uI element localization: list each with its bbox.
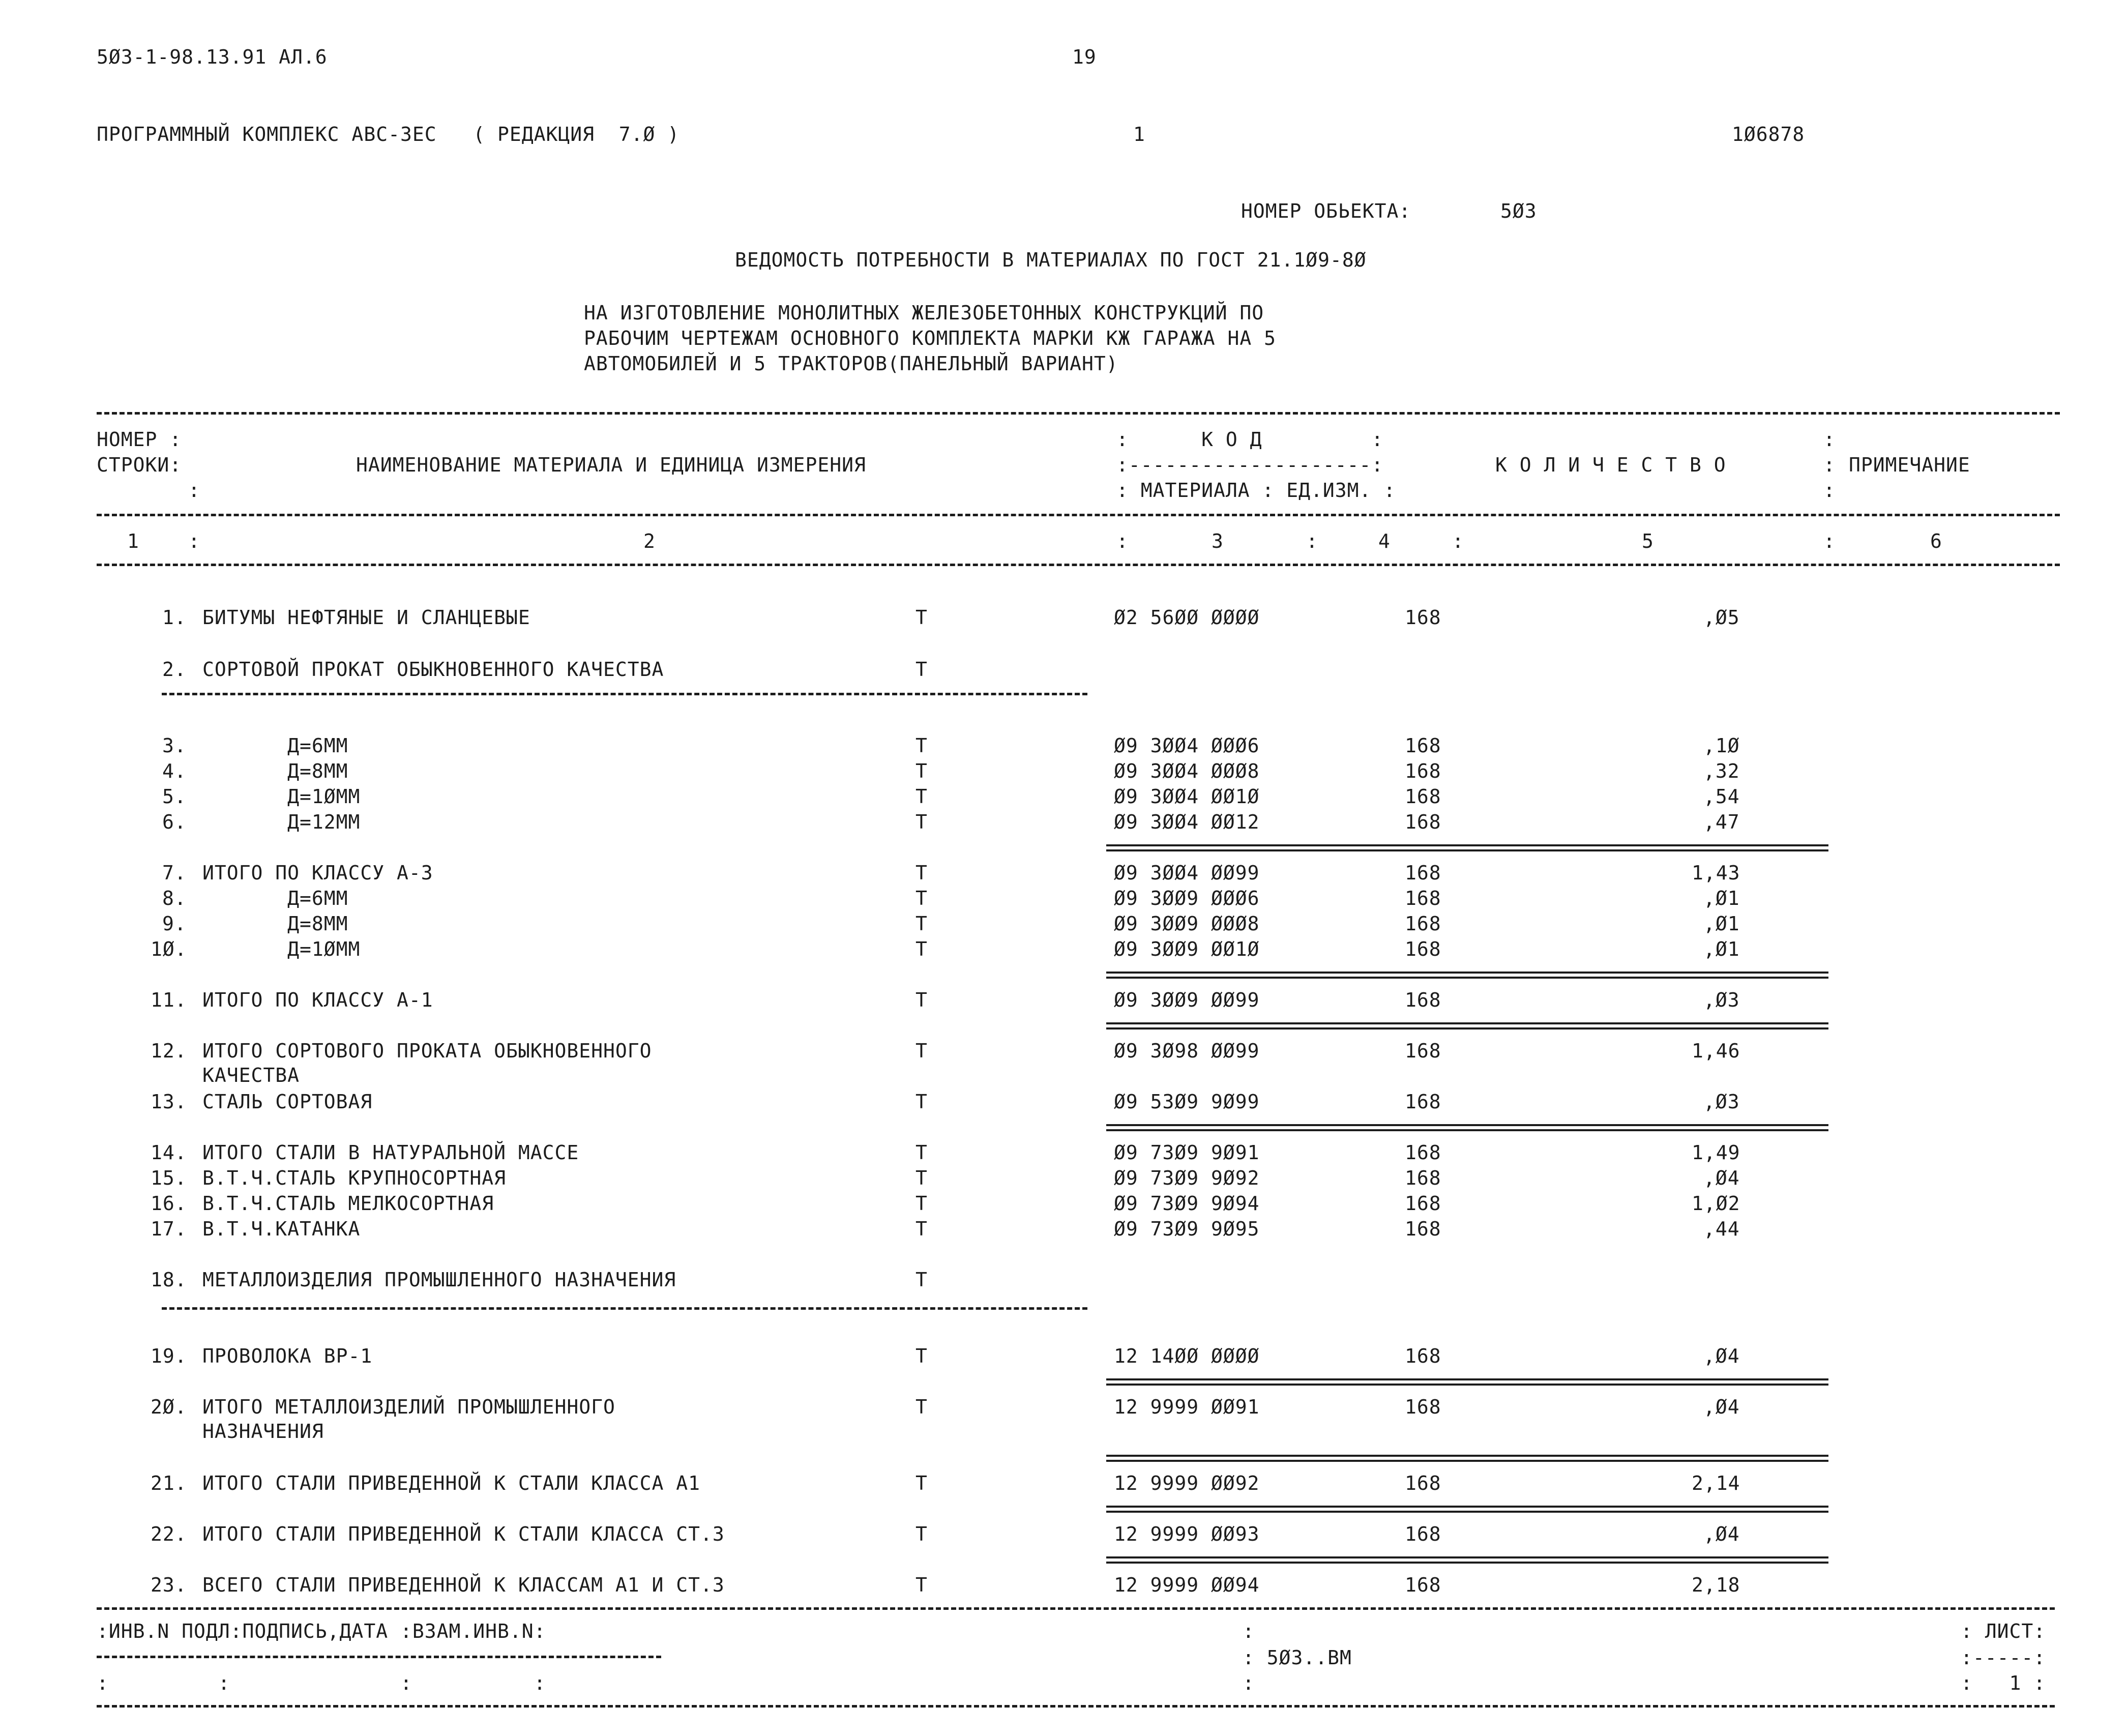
unit-code: 168	[1405, 1345, 1441, 1367]
material-code: Ø9 3ØØ9 ØØØ6	[1114, 887, 1260, 909]
row-number: 2Ø.	[151, 1396, 187, 1418]
material-name: Д=6ММ	[202, 887, 348, 909]
document-reference: : 5Ø3..ВМ	[1243, 1646, 1352, 1669]
col-number-1: 1	[127, 530, 139, 552]
material-code: Ø9 73Ø9 9Ø94	[1114, 1192, 1260, 1215]
material-name: Д=1ØММ	[202, 785, 361, 808]
unit: Т	[915, 938, 928, 960]
unit-code: 168	[1405, 1091, 1441, 1113]
section-underline	[162, 693, 1087, 695]
quantity: ,Ø5	[1703, 606, 1740, 629]
material-code: Ø9 3Ø98 ØØ99	[1114, 1040, 1260, 1062]
unit: Т	[915, 811, 928, 833]
unit-code: 168	[1405, 1218, 1441, 1240]
report-subtitle-line-3: АВТОМОБИЛЕЙ И 5 ТРАКТОРОВ(ПАНЕЛЬНЫЙ ВАРИАНТ)	[584, 352, 1118, 375]
row-number: 5.	[162, 785, 187, 808]
material-code: 12 9999 ØØ91	[1114, 1396, 1260, 1418]
material-name: ИТОГО ПО КЛАССУ А-3	[202, 862, 433, 884]
material-name: ИТОГО СОРТОВОГО ПРОКАТА ОБЫКНОВЕННОГО	[202, 1040, 652, 1062]
row-number: 1.	[162, 606, 187, 629]
row-number: 13.	[151, 1091, 187, 1113]
quantity: ,Ø4	[1703, 1523, 1740, 1545]
row-number: 8.	[162, 887, 187, 909]
quantity: 2,18	[1692, 1574, 1740, 1596]
material-name: ИТОГО МЕТАЛЛОИЗДЕЛИЙ ПРОМЫШЛЕННОГО	[202, 1396, 615, 1418]
subtotal-separator	[1106, 972, 1828, 979]
footer-top-rule	[97, 1607, 2055, 1610]
sheet-label: : ЛИСТ:	[1961, 1620, 2046, 1642]
material-name-continuation: НАЗНАЧЕНИЯ	[202, 1420, 324, 1443]
doc-ref-colon-bottom: :	[1243, 1672, 1255, 1694]
unit-code: 168	[1405, 606, 1441, 629]
material-name: СТАЛЬ СОРТОВАЯ	[202, 1091, 373, 1113]
material-code: Ø9 73Ø9 9Ø91	[1114, 1141, 1260, 1164]
unit: Т	[915, 913, 928, 935]
section-underline	[162, 1307, 1087, 1310]
material-code: 12 9999 ØØ93	[1114, 1523, 1260, 1545]
unit: Т	[915, 1523, 928, 1545]
unit-code: 168	[1405, 734, 1441, 757]
unit: Т	[915, 785, 928, 808]
material-code: Ø9 3ØØ9 ØØ99	[1114, 989, 1260, 1011]
unit: Т	[915, 887, 928, 909]
unit-code: 168	[1405, 785, 1441, 808]
program-title: ПРОГРАММНЫЙ КОМПЛЕКС АВС-3ЕС ( РЕДАКЦИЯ 7.Ø )	[97, 123, 680, 145]
quantity: 1,46	[1692, 1040, 1740, 1062]
unit: Т	[915, 1472, 928, 1494]
col-code-bottom: : МАТЕРИАЛА : ЕД.ИЗМ. :	[1116, 479, 1396, 502]
material-name: Д=1ØММ	[202, 938, 361, 960]
sheet-number: : 1 :	[1961, 1672, 2046, 1694]
material-name: ИТОГО СТАЛИ ПРИВЕДЕННОЙ К СТАЛИ КЛАССА СТ.3	[202, 1523, 725, 1545]
unit: Т	[915, 1192, 928, 1215]
col-number-2: 2	[643, 530, 656, 552]
row-number: 12.	[151, 1040, 187, 1062]
quantity: ,Ø1	[1703, 887, 1740, 909]
page-number: 19	[1072, 46, 1097, 68]
row-number: 9.	[162, 913, 187, 935]
object-number: 5Ø3	[1500, 200, 1537, 222]
material-code: Ø9 3ØØ4 ØØ1Ø	[1114, 785, 1260, 808]
quantity: ,44	[1703, 1218, 1740, 1240]
job-number: 1Ø6878	[1732, 123, 1805, 145]
unit-code: 168	[1405, 1192, 1441, 1215]
subtotal-separator	[1106, 1022, 1828, 1029]
unit: Т	[915, 1167, 928, 1189]
stamp-rule	[97, 1656, 661, 1658]
footer-bottom-rule	[97, 1705, 2055, 1708]
row-number: 1Ø.	[151, 938, 187, 960]
col-number-colon-5: :	[1823, 530, 1836, 552]
sheet-divider: :-----:	[1961, 1646, 2046, 1669]
stamp-header: :ИНВ.N ПОДЛ:ПОДПИСЬ,ДАТА :ВЗАМ.ИНВ.N:	[97, 1620, 546, 1642]
report-subtitle-line-1: НА ИЗГОТОВЛЕНИЕ МОНОЛИТНЫХ ЖЕЛЕЗОБЕТОННЫХ КОНСТРУКЦИЙ ПО	[584, 302, 1264, 324]
material-name-continuation: КАЧЕСТВА	[202, 1064, 300, 1086]
col-number-3: 3	[1212, 530, 1224, 552]
report-title: ВЕДОМОСТЬ ПОТРЕБНОСТИ В МАТЕРИАЛАХ ПО ГОСТ 21.1Ø9-8Ø	[735, 249, 1367, 271]
unit-code: 168	[1405, 1040, 1441, 1062]
col-number-colon-2: :	[1116, 530, 1129, 552]
unit-code: 168	[1405, 1523, 1441, 1545]
material-name: ВСЕГО СТАЛИ ПРИВЕДЕННОЙ К КЛАССАМ А1 И СТ.3	[202, 1574, 725, 1596]
col-number-6: 6	[1930, 530, 1942, 552]
material-code: 12 14ØØ ØØØØ	[1114, 1345, 1260, 1367]
subtotal-separator	[1106, 1506, 1828, 1513]
quantity: ,Ø3	[1703, 1091, 1740, 1113]
material-code: Ø9 3ØØ4 ØØØ6	[1114, 734, 1260, 757]
row-number: 22.	[151, 1523, 187, 1545]
unit-code: 168	[1405, 989, 1441, 1011]
row-number: 2.	[162, 658, 187, 681]
quantity: 2,14	[1692, 1472, 1740, 1494]
material-name: Д=8ММ	[202, 760, 348, 782]
material-code: Ø9 73Ø9 9Ø95	[1114, 1218, 1260, 1240]
quantity: ,Ø4	[1703, 1345, 1740, 1367]
col-note-colon-mid: :	[1823, 454, 1836, 476]
material-code: Ø9 3ØØ4 ØØØ8	[1114, 760, 1260, 782]
doc-ref-colon-top: :	[1243, 1620, 1255, 1642]
material-code: Ø2 56ØØ ØØØØ	[1114, 606, 1260, 629]
unit: Т	[915, 734, 928, 757]
row-number: 15.	[151, 1167, 187, 1189]
unit: Т	[915, 1269, 928, 1291]
quantity: ,54	[1703, 785, 1740, 808]
unit: Т	[915, 606, 928, 629]
quantity: ,Ø1	[1703, 938, 1740, 960]
subtotal-separator	[1106, 844, 1828, 851]
quantity: 1,43	[1692, 862, 1740, 884]
col-row-number-line-3: :	[188, 479, 200, 502]
col-code-top: : К О Д :	[1116, 428, 1384, 451]
col-note-colon-top: :	[1823, 428, 1836, 451]
row-number: 4.	[162, 760, 187, 782]
material-name: ИТОГО СТАЛИ В НАТУРАЛЬНОЙ МАССЕ	[202, 1141, 579, 1164]
material-name: МЕТАЛЛОИЗДЕЛИЯ ПРОМЫШЛЕННОГО НАЗНАЧЕНИЯ	[202, 1269, 676, 1291]
col-number-colon-4: :	[1452, 530, 1464, 552]
material-code: Ø9 53Ø9 9Ø99	[1114, 1091, 1260, 1113]
row-number: 23.	[151, 1574, 187, 1596]
subtotal-separator	[1106, 1455, 1828, 1462]
row-number: 21.	[151, 1472, 187, 1494]
subtotal-separator	[1106, 1556, 1828, 1564]
unit: Т	[915, 989, 928, 1011]
row-number: 19.	[151, 1345, 187, 1367]
subtotal-separator	[1106, 1124, 1828, 1131]
header-bottom-rule	[97, 564, 2060, 566]
row-number: 11.	[151, 989, 187, 1011]
col-number-colon-1: :	[188, 530, 200, 552]
quantity: ,Ø3	[1703, 989, 1740, 1011]
material-name: ИТОГО СТАЛИ ПРИВЕДЕННОЙ К СТАЛИ КЛАССА А1	[202, 1472, 700, 1494]
unit-code: 168	[1405, 1472, 1441, 1494]
unit-code: 168	[1405, 1574, 1441, 1596]
unit-code: 168	[1405, 1141, 1441, 1164]
quantity: ,47	[1703, 811, 1740, 833]
quantity: 1,Ø2	[1692, 1192, 1740, 1215]
unit: Т	[915, 1345, 928, 1367]
unit-code: 168	[1405, 862, 1441, 884]
col-code-divider: :--------------------:	[1116, 454, 1384, 476]
material-name: ПРОВОЛОКА ВР-1	[202, 1345, 373, 1367]
quantity: ,1Ø	[1703, 734, 1740, 757]
row-number: 17.	[151, 1218, 187, 1240]
material-name: Д=12ММ	[202, 811, 361, 833]
material-code: Ø9 3ØØ9 ØØØ8	[1114, 913, 1260, 935]
row-number: 14.	[151, 1141, 187, 1164]
unit: Т	[915, 1091, 928, 1113]
material-code: Ø9 3ØØ4 ØØ99	[1114, 862, 1260, 884]
sheet-index: 1	[1133, 123, 1145, 145]
quantity: 1,49	[1692, 1141, 1740, 1164]
unit-code: 168	[1405, 1167, 1441, 1189]
unit-code: 168	[1405, 1396, 1441, 1418]
quantity: ,Ø1	[1703, 913, 1740, 935]
row-number: 16.	[151, 1192, 187, 1215]
col-material-name: НАИМЕНОВАНИЕ МАТЕРИАЛА И ЕДИНИЦА ИЗМЕРЕНИЯ	[356, 454, 866, 476]
report-subtitle-line-2: РАБОЧИМ ЧЕРТЕЖАМ ОСНОВНОГО КОМПЛЕКТА МАРКИ КЖ ГАРАЖА НА 5	[584, 327, 1277, 349]
material-name: В.Т.Ч.СТАЛЬ МЕЛКОСОРТНАЯ	[202, 1192, 494, 1215]
col-number-4: 4	[1378, 530, 1391, 552]
col-quantity: К О Л И Ч Е С Т В О	[1495, 454, 1726, 476]
material-code: 12 9999 ØØ94	[1114, 1574, 1260, 1596]
material-code: Ø9 3ØØ9 ØØ1Ø	[1114, 938, 1260, 960]
unit-code: 168	[1405, 913, 1441, 935]
row-number: 18.	[151, 1269, 187, 1291]
table-top-rule	[97, 412, 2060, 415]
stamp-cells: : : : :	[97, 1672, 546, 1694]
col-note-colon-bottom: :	[1823, 479, 1836, 502]
material-name: Д=8ММ	[202, 913, 348, 935]
material-name: В.Т.Ч.КАТАНКА	[202, 1218, 361, 1240]
material-name: В.Т.Ч.СТАЛЬ КРУПНОСОРТНАЯ	[202, 1167, 506, 1189]
unit: Т	[915, 658, 928, 681]
unit-code: 168	[1405, 811, 1441, 833]
row-number: 7.	[162, 862, 187, 884]
material-name: Д=6ММ	[202, 734, 348, 757]
unit: Т	[915, 1040, 928, 1062]
material-name: БИТУМЫ НЕФТЯНЫЕ И СЛАНЦЕВЫЕ	[202, 606, 530, 629]
unit: Т	[915, 1574, 928, 1596]
material-code: Ø9 73Ø9 9Ø92	[1114, 1167, 1260, 1189]
material-name: ИТОГО ПО КЛАССУ А-1	[202, 989, 433, 1011]
unit: Т	[915, 760, 928, 782]
unit: Т	[915, 1141, 928, 1164]
object-number-label: НОМЕР ОБЬЕКТА:	[1241, 200, 1411, 222]
unit: Т	[915, 862, 928, 884]
unit: Т	[915, 1218, 928, 1240]
quantity: ,32	[1703, 760, 1740, 782]
material-code: Ø9 3ØØ4 ØØ12	[1114, 811, 1260, 833]
unit-code: 168	[1405, 938, 1441, 960]
subtotal-separator	[1106, 1378, 1828, 1386]
document-code: 5Ø3-1-98.13.91 АЛ.6	[97, 46, 328, 68]
unit: Т	[915, 1396, 928, 1418]
col-number-5: 5	[1642, 530, 1654, 552]
col-note: ПРИМЕЧАНИЕ	[1849, 454, 1970, 476]
col-number-colon-3: :	[1306, 530, 1318, 552]
material-code: 12 9999 ØØ92	[1114, 1472, 1260, 1494]
header-rule	[97, 514, 2060, 516]
row-number: 3.	[162, 734, 187, 757]
unit-code: 168	[1405, 760, 1441, 782]
col-row-number-line-1: НОМЕР :	[97, 428, 182, 451]
unit-code: 168	[1405, 887, 1441, 909]
quantity: ,Ø4	[1703, 1396, 1740, 1418]
col-row-number-line-2: СТРОКИ:	[97, 454, 182, 476]
material-name: СОРТОВОЙ ПРОКАТ ОБЫКНОВЕННОГО КАЧЕСТВА	[202, 658, 664, 681]
row-number: 6.	[162, 811, 187, 833]
quantity: ,Ø4	[1703, 1167, 1740, 1189]
